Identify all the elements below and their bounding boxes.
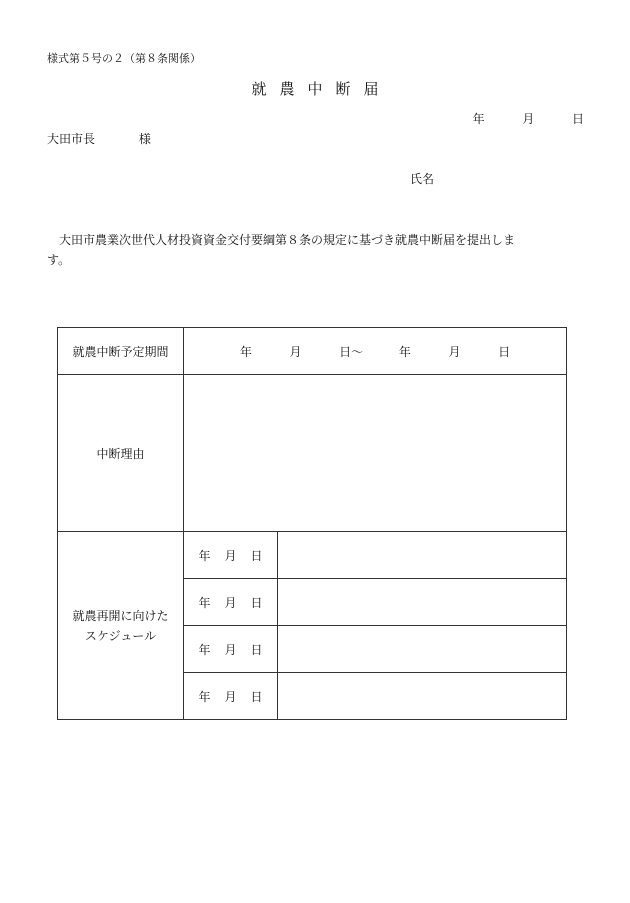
submission-date xyxy=(473,110,584,127)
schedule-month: 月 xyxy=(224,689,237,704)
period-start-month: 月 xyxy=(289,344,302,359)
period-label: 就農中断予定期間 xyxy=(58,328,184,375)
schedule-content-1[interactable] xyxy=(278,532,567,579)
schedule-row xyxy=(58,532,567,579)
body-text: 大田市農業次世代人材投資資金交付要綱第８条の規定に基づき就農中断届を提出します。 xyxy=(47,233,516,267)
period-end-day: 日 xyxy=(498,344,511,359)
schedule-year: 年 xyxy=(198,689,211,704)
addressee-name: 大田市長 xyxy=(47,132,96,146)
schedule-year: 年 xyxy=(198,642,211,657)
schedule-day: 日 xyxy=(250,642,263,657)
schedule-day: 日 xyxy=(250,548,263,563)
date-month: 月 xyxy=(522,112,535,126)
reason-row xyxy=(58,375,567,532)
applicant-name-label: 氏名 xyxy=(410,172,435,186)
interruption-form-table xyxy=(57,327,567,720)
form-number: 様式第５号の２（第８条関係） xyxy=(47,52,201,65)
schedule-content-2[interactable] xyxy=(278,579,567,626)
period-row xyxy=(58,328,567,375)
date-year: 年 xyxy=(472,112,485,126)
schedule-year: 年 xyxy=(198,595,211,610)
period-start-year: 年 xyxy=(239,344,252,359)
period-end-month: 月 xyxy=(448,344,461,359)
schedule-date-4[interactable] xyxy=(184,673,278,720)
reason-field[interactable] xyxy=(184,375,567,532)
schedule-year: 年 xyxy=(198,548,211,563)
schedule-date-2[interactable] xyxy=(184,579,278,626)
reason-label: 中断理由 xyxy=(58,375,184,532)
period-end-year: 年 xyxy=(398,344,411,359)
schedule-month: 月 xyxy=(224,548,237,563)
schedule-date-1[interactable] xyxy=(184,532,278,579)
period-start-day: 日～ xyxy=(339,344,364,359)
schedule-label: 就農再開に向けた スケジュール xyxy=(58,532,184,720)
date-day: 日 xyxy=(571,112,584,126)
schedule-content-3[interactable] xyxy=(278,626,567,673)
period-value[interactable] xyxy=(184,328,567,375)
schedule-month: 月 xyxy=(224,642,237,657)
schedule-day: 日 xyxy=(250,689,263,704)
schedule-day: 日 xyxy=(250,595,263,610)
document-title: 就農中断届 xyxy=(251,80,392,98)
addressee xyxy=(47,130,151,147)
schedule-date-3[interactable] xyxy=(184,626,278,673)
schedule-month: 月 xyxy=(224,595,237,610)
addressee-honorific: 様 xyxy=(138,132,151,146)
schedule-content-4[interactable] xyxy=(278,673,567,720)
